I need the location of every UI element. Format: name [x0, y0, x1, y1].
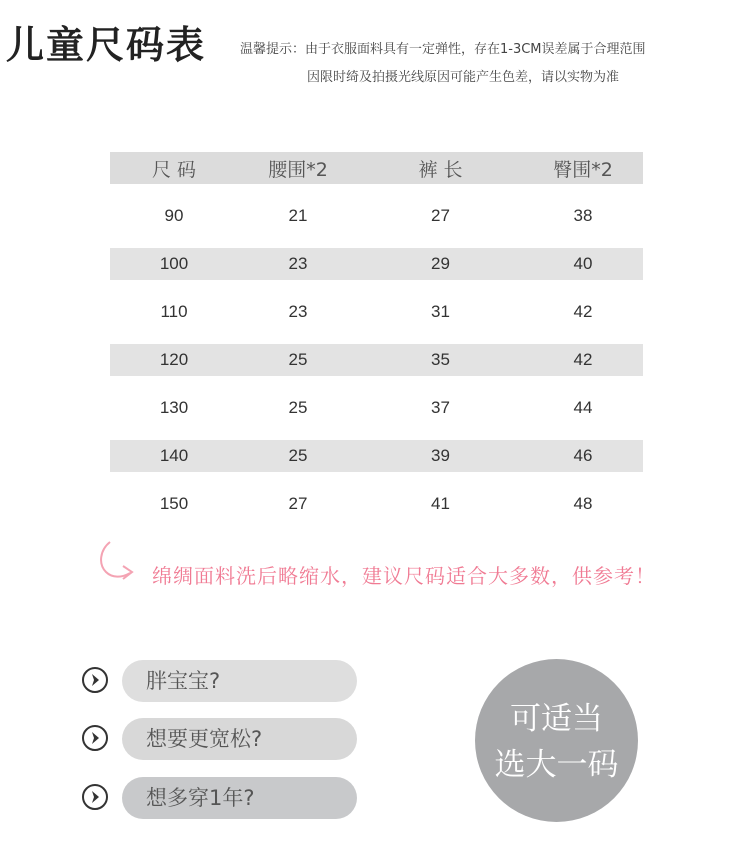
question-pill: 想要更宽松? — [122, 718, 357, 760]
curved-arrow-icon — [96, 540, 138, 584]
cell-length: 39 — [431, 446, 450, 465]
badge-line-2: 选大一码 — [494, 747, 619, 783]
cell-hip: 38 — [573, 206, 593, 225]
cell-hip: 42 — [573, 302, 593, 321]
size-up-badge — [475, 659, 638, 822]
cell-waist: 25 — [288, 398, 308, 417]
table-row — [110, 200, 643, 232]
page-title: 儿童尺码表 — [6, 23, 207, 67]
cell-length: 37 — [431, 398, 450, 417]
cell-size: 140 — [159, 446, 189, 465]
table-row — [110, 488, 643, 520]
header-waist: 腰围*2 — [268, 158, 328, 181]
cell-size: 120 — [159, 350, 189, 369]
question-pill: 胖宝宝? — [122, 660, 357, 702]
badge-line-1: 可适当 — [510, 701, 603, 737]
cell-size: 100 — [159, 254, 189, 273]
cell-hip: 40 — [573, 254, 593, 273]
cell-size: 150 — [159, 494, 189, 513]
cell-length: 27 — [431, 206, 450, 225]
cell-size: 130 — [159, 398, 189, 417]
shrink-note: 绵绸面料洗后略缩水，建议尺码适合大多数，供参考！ — [152, 564, 656, 588]
circle-chevron-right-icon — [82, 784, 108, 810]
tip-line-2: 因限时绮及拍摄光线原因可能产生色差，请以实物为准 — [307, 70, 620, 85]
cell-waist: 21 — [288, 206, 308, 225]
header-size: 尺 码 — [151, 158, 197, 181]
cell-waist: 25 — [288, 350, 308, 369]
table-row — [110, 392, 643, 424]
question-item — [82, 777, 362, 819]
cell-hip: 44 — [573, 398, 593, 417]
header-hip: 臀围*2 — [553, 158, 613, 181]
circle-chevron-right-icon — [82, 667, 108, 693]
cell-length: 35 — [431, 350, 450, 369]
header-length: 裤 长 — [418, 158, 463, 181]
cell-hip: 42 — [573, 350, 593, 369]
table-row — [110, 344, 643, 376]
cell-waist: 27 — [288, 494, 308, 513]
cell-length: 29 — [431, 254, 450, 273]
table-row — [110, 296, 643, 328]
circle-chevron-right-icon — [82, 725, 108, 751]
question-item — [82, 660, 362, 702]
cell-hip: 46 — [573, 446, 593, 465]
size-table — [110, 152, 643, 536]
cell-waist: 23 — [288, 302, 308, 321]
cell-waist: 25 — [288, 446, 308, 465]
tip-line-1: 温馨提示：由于衣服面料具有一定弹性，存在1-3CM误差属于合理范围 — [240, 42, 646, 57]
table-row — [110, 248, 643, 280]
cell-waist: 23 — [288, 254, 308, 273]
table-row — [110, 440, 643, 472]
question-item — [82, 718, 362, 760]
table-header — [110, 152, 643, 184]
cell-length: 31 — [431, 302, 450, 321]
cell-size: 110 — [160, 302, 188, 321]
cell-size: 90 — [164, 206, 184, 225]
cell-length: 41 — [431, 494, 450, 513]
question-pill: 想多穿1年? — [122, 777, 357, 819]
cell-hip: 48 — [573, 494, 593, 513]
